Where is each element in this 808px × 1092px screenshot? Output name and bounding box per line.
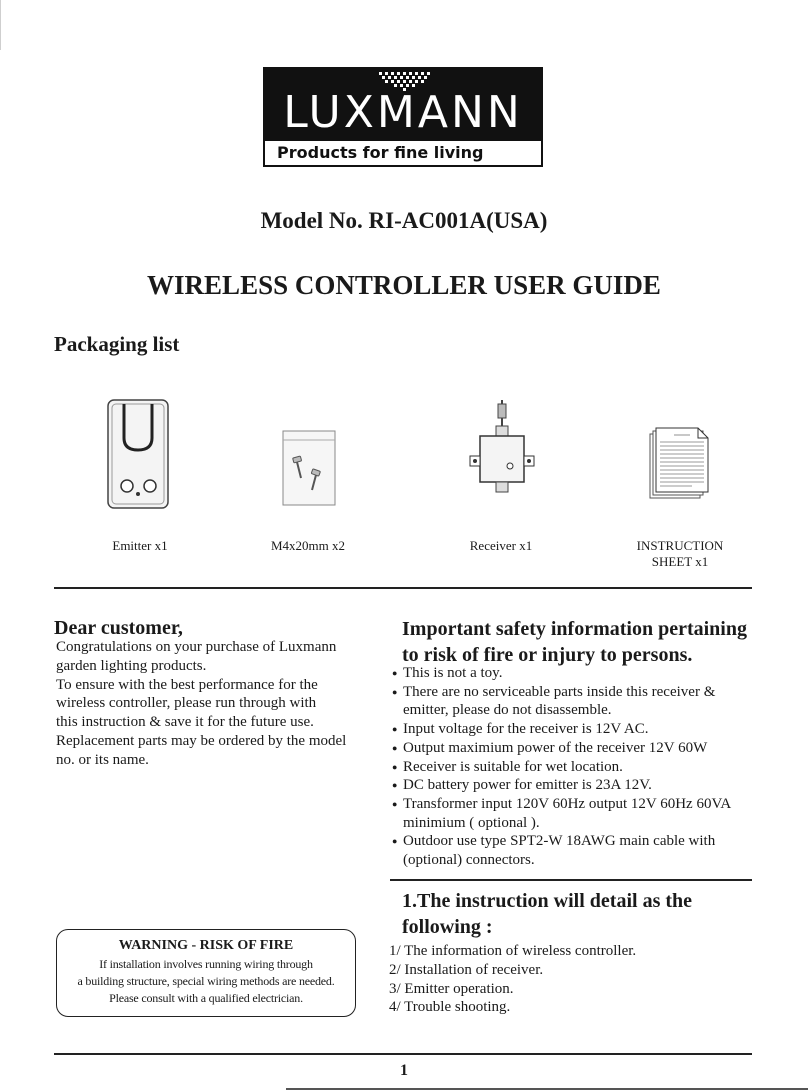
warning-line: a building structure, special wiring methods are needed. [77, 974, 335, 988]
body-line: this instruction & save it for the future use. [56, 714, 314, 731]
list-item: 3/ Emitter operation. [389, 980, 514, 997]
item-label-line: INSTRUCTION [636, 538, 724, 553]
heading-line: to risk of fire or injury to persons. [402, 644, 693, 666]
list-item: 1/ The information of wireless controller. [389, 943, 637, 959]
list-item-text: Receiver is suitable for wet location. [403, 758, 623, 775]
list-item [392, 739, 772, 758]
list-item-text: There are no serviceable parts inside this receiver & [403, 683, 716, 700]
body-line: no. or its name. [56, 751, 149, 768]
warning-body [57, 956, 355, 1007]
logo-banner [265, 69, 541, 141]
body-line: wireless controller, please run through with [56, 695, 317, 712]
warning-line: Please consult with a qualified electrician. [109, 991, 303, 1005]
bullet-icon: ● [392, 686, 398, 697]
bullet-icon: ● [392, 761, 398, 772]
body-line: garden lighting products. [56, 657, 207, 674]
item-label-instruction-sheet [620, 538, 740, 570]
body-line: Congratulations on your purchase of Luxmann [56, 639, 337, 655]
list-item-text: (optional) connectors. [403, 852, 535, 869]
list-item [392, 795, 772, 814]
page-title: WIRELESS CONTROLLER USER GUIDE [147, 270, 661, 300]
model-number: Model No. RI-AC001A(USA) [260, 208, 548, 233]
list-item-text: DC battery power for emitter is 23A 12V. [403, 777, 652, 794]
brand-logo [263, 67, 543, 167]
list-item-text: This is not a toy. [403, 665, 503, 681]
list-item: 4/ Trouble shooting. [389, 999, 511, 1016]
body-line: Replacement parts may be ordered by the model [56, 732, 347, 749]
dear-customer-body [56, 638, 376, 770]
page-edge-line [0, 0, 1, 50]
list-item-text: Transformer input 120V 60Hz output 12V 60Hz 60VA [403, 795, 732, 812]
list-item: 2/ Installation of receiver. [389, 961, 544, 978]
safety-heading [402, 616, 747, 668]
dear-customer-heading: Dear customer, [54, 617, 183, 639]
page-number: 1 [400, 1062, 408, 1079]
item-label-receiver: Receiver x1 [469, 538, 533, 553]
bullet-icon: ● [392, 798, 398, 809]
list-item-text: minimium ( optional ). [403, 814, 540, 831]
heading-line: following : [402, 916, 493, 938]
packaging-heading: Packaging list [54, 332, 180, 356]
list-item-text: emitter, please do not disassemble. [403, 702, 612, 719]
bullet-icon: ● [392, 724, 398, 735]
list-item-text: Input voltage for the receiver is 12V AC. [403, 721, 649, 738]
list-item-text: Output maximium power of the receiver 12V 60W [403, 739, 708, 756]
item-label-line: SHEET x1 [651, 554, 709, 569]
footer-divider [54, 1053, 752, 1055]
list-item [392, 720, 772, 739]
receiver-illustration [466, 398, 538, 498]
warning-box [56, 929, 356, 1017]
screws-bag-illustration [282, 430, 336, 506]
list-item [392, 664, 772, 683]
heading-line: Important safety information pertaining [402, 618, 747, 640]
body-line: To ensure with the best performance for the [56, 676, 318, 693]
section-divider [390, 879, 752, 881]
list-item-continuation [392, 701, 772, 720]
instruction-heading [402, 888, 692, 940]
warning-line: If installation involves running wiring through [99, 957, 313, 971]
bullet-icon: ● [392, 742, 398, 753]
heading-line: 1.The instruction will detail as the [402, 890, 693, 912]
instruction-sheet-illustration [648, 424, 712, 500]
list-item [392, 832, 772, 851]
list-item [392, 776, 772, 795]
bullet-icon: ● [392, 668, 398, 678]
warning-title: WARNING - RISK OF FIRE [118, 938, 294, 953]
brand-name: LUXMANN [283, 87, 523, 138]
item-label-emitter: Emitter x1 [112, 538, 168, 553]
section-divider [54, 587, 752, 589]
item-label-screws: M4x20mm x2 [270, 538, 346, 553]
safety-list [392, 664, 772, 870]
instruction-list [389, 942, 636, 1017]
page-bottom-line [286, 1088, 808, 1090]
list-item-continuation [392, 851, 772, 870]
list-item [392, 683, 772, 702]
emitter-illustration [106, 398, 170, 510]
list-item [392, 758, 772, 777]
bullet-icon: ● [392, 780, 398, 791]
list-item-continuation [392, 814, 772, 833]
brand-tagline: Products for fine living [277, 143, 484, 162]
bullet-icon: ● [392, 836, 398, 847]
list-item-text: Outdoor use type SPT2-W 18AWG main cable with [403, 833, 716, 850]
